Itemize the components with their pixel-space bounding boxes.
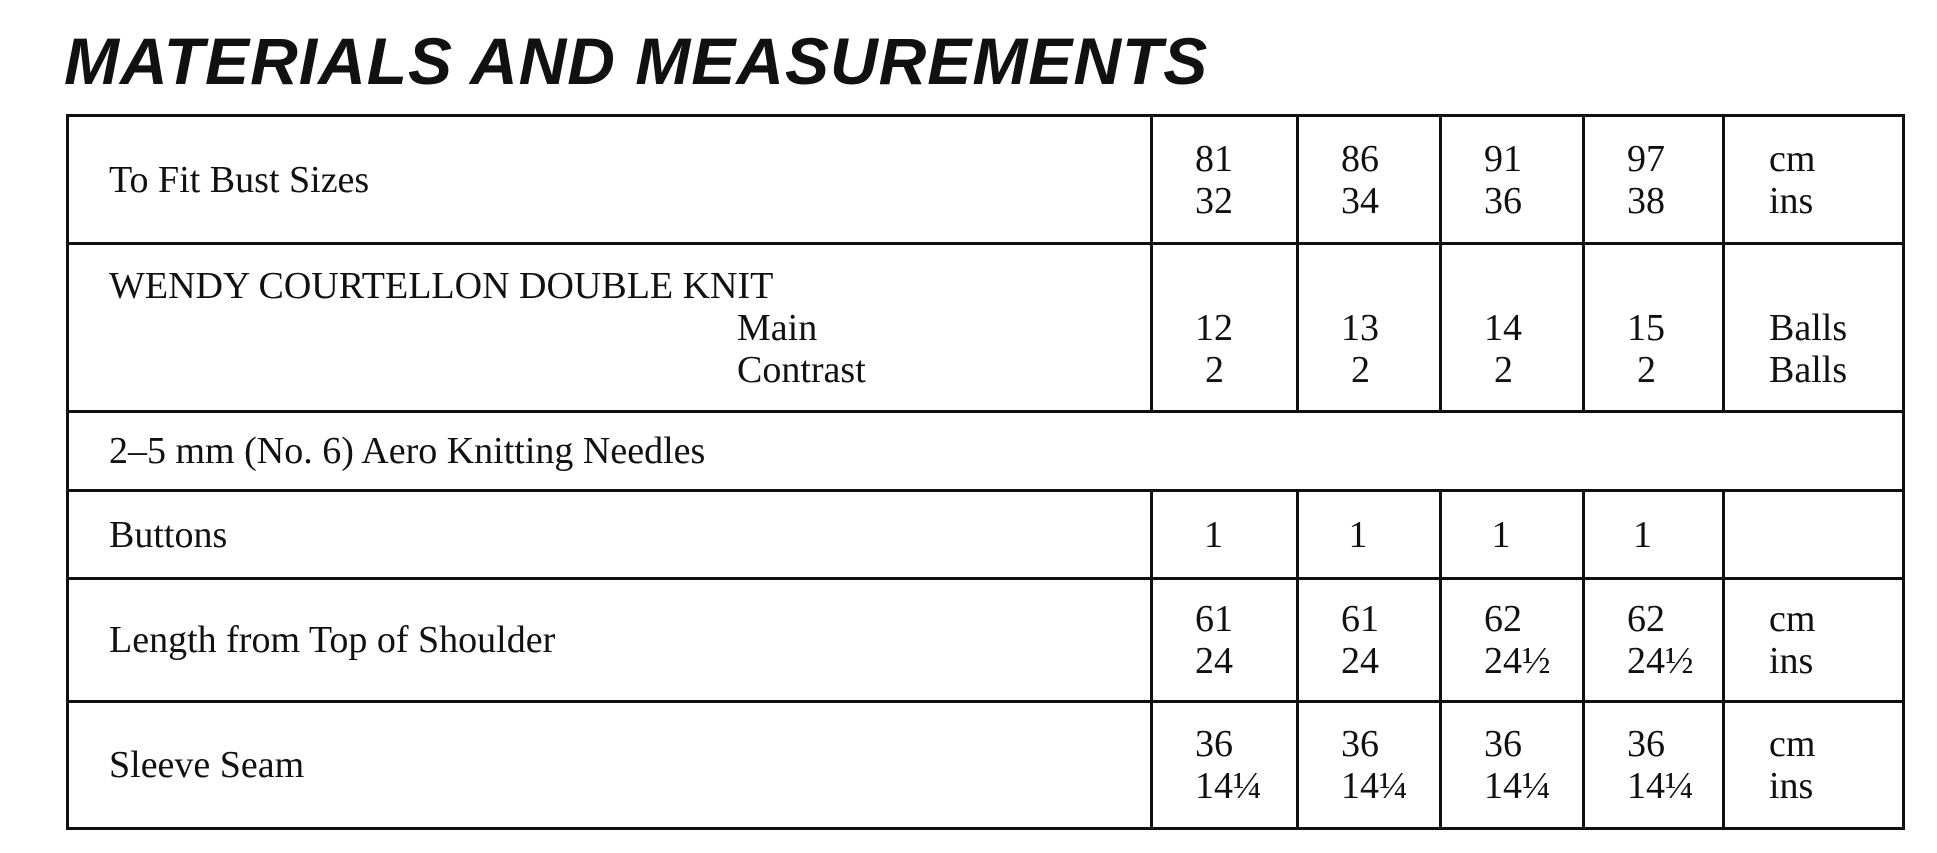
buttons-count: 1 (1298, 491, 1441, 579)
table-row-yarn (68, 244, 1904, 412)
yarn-contrast-label: Contrast (737, 348, 866, 391)
unit-label: cm (1769, 137, 1816, 180)
unit-cell (1724, 702, 1904, 829)
size-cm-value: 62 (1627, 598, 1665, 640)
unit-label: Balls (1769, 306, 1848, 349)
main-balls-value: 12 (1195, 306, 1233, 349)
size-cell (1441, 579, 1584, 702)
yarn-main-label: Main (737, 306, 818, 349)
size-ins-value: 14¼ (1627, 765, 1694, 807)
page-title: MATERIALS AND MEASUREMENTS (64, 24, 1209, 98)
unit-label: ins (1769, 640, 1814, 682)
row-label-yarn: WENDY COURTELLON DOUBLE KNIT (109, 264, 774, 307)
table-row-bust-sizes (68, 116, 1904, 244)
size-cm-value: 62 (1484, 598, 1522, 640)
size-cm-value: 61 (1341, 598, 1379, 640)
size-cm-value: 36 (1341, 723, 1379, 765)
size-cm-value: 36 (1484, 723, 1522, 765)
size-cell (1152, 579, 1298, 702)
unit-label: ins (1769, 765, 1814, 807)
row-label-length: Length from Top of Shoulder (68, 579, 1152, 702)
size-cm-value: 36 (1195, 723, 1233, 765)
main-balls-value: 13 (1341, 306, 1379, 349)
size-cell (1441, 702, 1584, 829)
size-cell (1441, 244, 1584, 412)
size-ins-value: 24½ (1484, 640, 1551, 682)
size-ins-value: 38 (1627, 179, 1665, 222)
yarn-label-cell (68, 244, 1152, 412)
size-cell (1298, 702, 1441, 829)
main-balls-value: 14 (1484, 306, 1522, 349)
contrast-balls-value: 2 (1494, 348, 1513, 391)
size-cell (1584, 244, 1724, 412)
unit-cell (1724, 579, 1904, 702)
main-balls-value: 15 (1627, 306, 1665, 349)
size-ins-value: 36 (1484, 179, 1522, 222)
size-cell (1584, 116, 1724, 244)
size-cm-value: 91 (1484, 137, 1522, 180)
size-ins-value: 14¼ (1341, 765, 1408, 807)
size-cell (1441, 116, 1584, 244)
row-label-buttons: Buttons (68, 491, 1152, 579)
size-cm-value: 86 (1341, 137, 1379, 180)
table-row-buttons (68, 491, 1904, 579)
unit-label: cm (1769, 723, 1816, 765)
size-cm-value: 97 (1627, 137, 1665, 180)
size-cell (1298, 579, 1441, 702)
size-ins-value: 14¼ (1195, 765, 1262, 807)
unit-label: cm (1769, 598, 1816, 640)
size-ins-value: 24 (1341, 640, 1379, 682)
size-cm-value: 81 (1195, 137, 1233, 180)
materials-table (66, 114, 1905, 830)
size-cell (1152, 702, 1298, 829)
table-row-needles (68, 412, 1904, 491)
size-ins-value: 34 (1341, 179, 1379, 222)
contrast-balls-value: 2 (1351, 348, 1370, 391)
size-cell (1584, 702, 1724, 829)
size-cell (1298, 244, 1441, 412)
table-row-length (68, 579, 1904, 702)
row-label-needles: 2–5 mm (No. 6) Aero Knitting Needles (68, 412, 1904, 491)
size-cell (1152, 244, 1298, 412)
size-cm-value: 36 (1627, 723, 1665, 765)
size-ins-value: 32 (1195, 179, 1233, 222)
buttons-count: 1 (1152, 491, 1298, 579)
contrast-balls-value: 2 (1637, 348, 1656, 391)
size-ins-value: 24½ (1627, 640, 1694, 682)
buttons-count: 1 (1441, 491, 1584, 579)
unit-label: Balls (1769, 348, 1848, 391)
size-cm-value: 61 (1195, 598, 1233, 640)
unit-cell (1724, 244, 1904, 412)
row-label-sleeve: Sleeve Seam (68, 702, 1152, 829)
row-label-bust-sizes: To Fit Bust Sizes (68, 116, 1152, 244)
unit-cell (1724, 116, 1904, 244)
size-ins-value: 14¼ (1484, 765, 1551, 807)
size-cell (1152, 116, 1298, 244)
unit-label: ins (1769, 179, 1814, 222)
unit-cell-empty (1724, 491, 1904, 579)
contrast-balls-value: 2 (1205, 348, 1224, 391)
size-cell (1584, 579, 1724, 702)
buttons-count: 1 (1584, 491, 1724, 579)
table-row-sleeve (68, 702, 1904, 829)
size-ins-value: 24 (1195, 640, 1233, 682)
size-cell (1298, 116, 1441, 244)
